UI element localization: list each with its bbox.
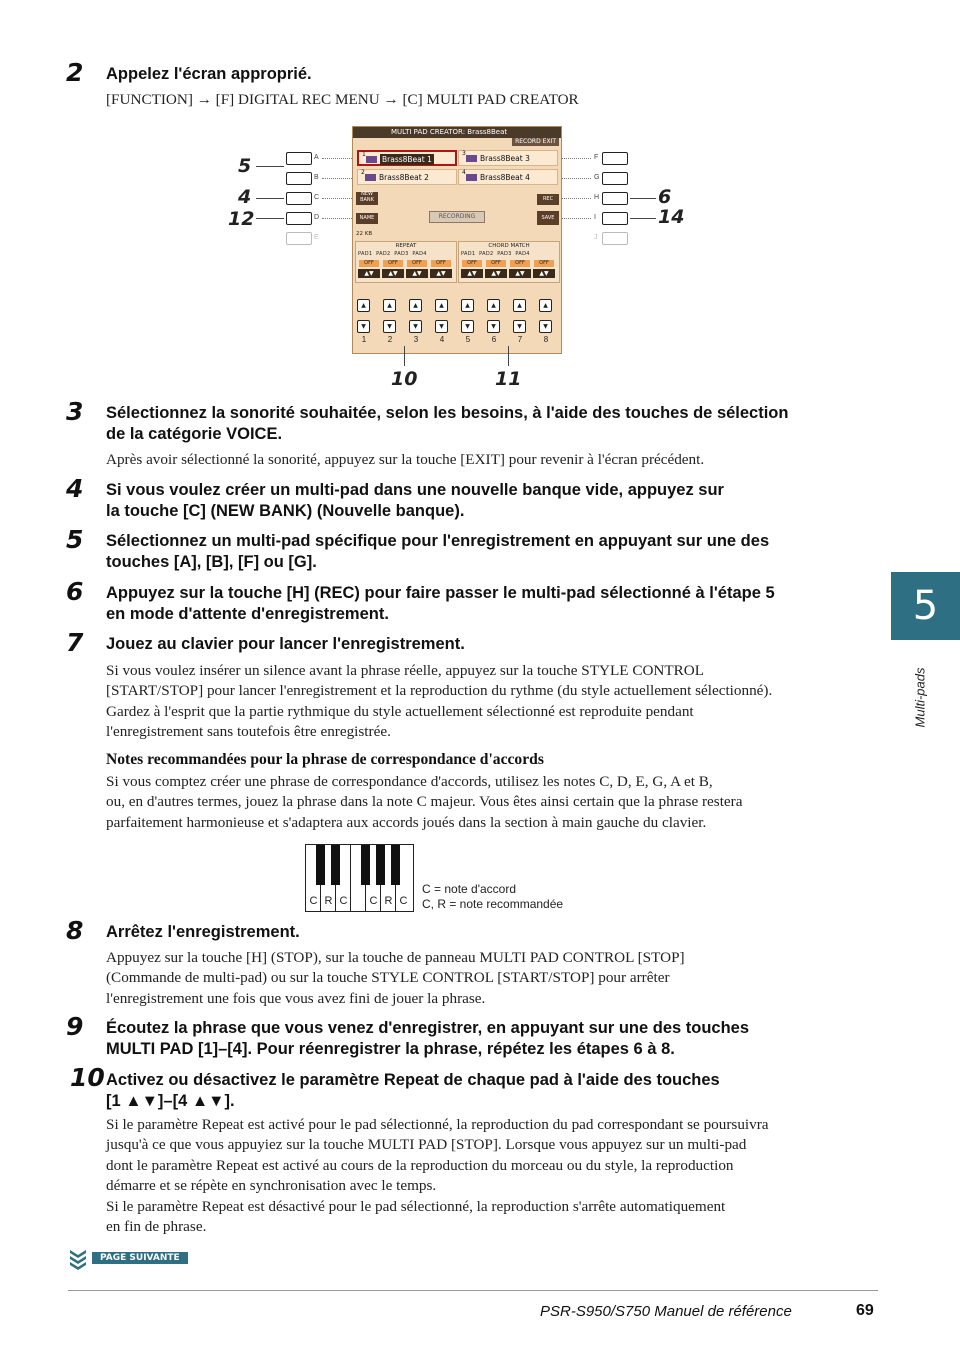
repeat-value: OFF [431,260,451,267]
step-heading [106,1018,836,1060]
heading-line: Appuyez sur la touche [H] (REC) pour faire passer le multi-pad sélectionné à l'étape 5 [106,584,775,602]
button-f[interactable] [602,152,628,165]
letter-h: H [594,194,600,201]
key-label: R [324,895,333,907]
rec-button[interactable]: REC [537,194,559,205]
button-j[interactable] [602,232,628,245]
chapter-label: Multi-pads [912,667,928,728]
heading-line: en mode d'attente d'enregistrement. [106,605,389,623]
save-button[interactable]: SAVE [537,211,559,225]
body-line: Si vous voulez insérer un silence avant la phrase réelle, appuyez sur la touche STYLE CONTROL [106,662,705,679]
up-button-6[interactable]: ▲ [487,299,500,312]
heading-line: Sélectionnez la sonorité souhaitée, selon les besoins, à l'aide des touches de sélection [106,404,789,422]
down-button-6[interactable]: ▼ [487,320,500,333]
button-number: 1 [361,335,367,344]
step-heading [106,583,836,625]
pad-icon [466,155,477,162]
step-body [106,948,826,1009]
pad-number: 4 [462,169,466,176]
callout-line [404,346,405,366]
key-label: C [369,895,378,907]
down-button-5[interactable]: ▼ [461,320,474,333]
heading-line: de la catégorie VOICE. [106,425,283,443]
up-button-7[interactable]: ▲ [513,299,526,312]
button-number: 7 [517,335,523,344]
button-a[interactable] [286,152,312,165]
keyboard-legend [422,882,563,912]
chord-match-value: OFF [534,260,554,267]
letter-b: B [314,174,319,181]
up-button-1[interactable]: ▲ [357,299,370,312]
heading-line: Jouez au clavier pour lancer l'enregistrement. [106,635,465,653]
pad-2[interactable] [357,169,457,185]
legend-line: C = note d'accord [422,882,517,896]
up-button-3[interactable]: ▲ [409,299,422,312]
body-line: parfaitement harmonieuse et s'adaptera aux accords joués dans la section à main gauche du clavier. [106,813,707,831]
step-number: 7 [66,628,84,657]
body-line: démarre et se répète en synchronisation avec le temps. [106,1177,437,1195]
step-heading [106,480,836,522]
key-label: C [399,895,408,907]
button-c[interactable] [286,192,312,205]
step-heading [106,64,836,85]
pad-icon [466,174,477,181]
body-line: jusqu'à ce que vous appuyiez sur la touche MULTI PAD [STOP]. Lorsque vous appuyez sur un multi-pad [106,1136,747,1154]
pad-labels [358,251,454,257]
button-number: 6 [491,335,497,344]
pad-3[interactable] [458,150,558,166]
body-line: Après avoir sélectionné la sonorité, appuyez sur la touche [EXIT] pour revenir à l'écran précédent. [106,451,705,468]
note-body [106,772,826,833]
body-line: [START/STOP] pour lancer l'enregistrement et la reproduction du rythme (du style actuellement sélectionné). [106,682,773,700]
arrows-button[interactable]: ▲▼ [533,269,555,278]
heading-line: Appelez l'écran approprié. [106,65,312,83]
key-label: C [339,895,348,907]
next-page-link[interactable] [70,1250,180,1275]
arrows-button[interactable]: ▲▼ [406,269,428,278]
down-button-8[interactable]: ▼ [539,320,552,333]
chapter-tab: 5 [891,572,960,640]
pad-4[interactable] [458,169,558,185]
legend-line: C, R = note recommandée [422,897,564,911]
footer-title: PSR-S950/S750 Manuel de référence [540,1303,792,1320]
step-number: 9 [66,1012,84,1041]
letter-e: E [314,234,319,241]
step-body [106,450,826,470]
heading-line: la touche [C] (NEW BANK) (Nouvelle banque). [106,502,465,520]
step-number: 2 [66,58,84,87]
down-button-2[interactable]: ▼ [383,320,396,333]
pad-label: PAD2 [479,251,494,257]
step-body [106,90,826,110]
button-g[interactable] [602,172,628,185]
letter-c: C [314,194,320,201]
pad-label: PAD1 [461,251,476,257]
heading-line: Si vous voulez créer un multi-pad dans une nouvelle banque vide, appuyez sur [106,481,724,499]
step-number: 3 [66,397,84,426]
heading-line: Sélectionnez un multi-pad spécifique pour l'enregistrement en appuyant sur une des [106,532,770,550]
chord-match-value: OFF [486,260,506,267]
chord-match-panel [458,241,560,283]
screen-title: MULTI PAD CREATOR: Brass8Beat [353,127,561,138]
callout-line [508,346,509,366]
up-button-8[interactable]: ▲ [539,299,552,312]
button-number: 2 [387,335,393,344]
black-key [361,845,370,885]
heading-line: Écoutez la phrase que vous venez d'enregistrer, en appuyant sur une des touches [106,1019,750,1037]
step-heading [106,531,836,573]
page-number: 69 [856,1302,874,1319]
repeat-value: OFF [359,260,379,267]
button-i[interactable] [602,212,628,225]
down-button-4[interactable]: ▼ [435,320,448,333]
pad-label: PAD3 [394,251,409,257]
callout-11: 11 [495,368,522,390]
letter-j: J [594,234,598,241]
black-key [331,845,340,885]
callout-5: 5 [238,155,252,177]
dotted-line [561,158,591,159]
dotted-line [561,218,591,219]
chevrons-down-icon [70,1250,86,1270]
pad-icon [365,174,376,181]
repeat-label: REPEAT [395,243,417,249]
step-number: 8 [66,916,84,945]
letter-f: F [594,154,599,161]
body-line: Gardez à l'esprit que la partie rythmique du style actuellement sélectionné est reproduite pendant [106,702,694,720]
step-heading [106,1070,836,1112]
record-label: RECORD [515,138,541,145]
callout-line [630,198,656,199]
key-label: R [384,895,393,907]
callout-line [256,198,284,199]
chord-match-value: OFF [462,260,482,267]
heading-line: [1 ▲▼]–[4 ▲▼]. [106,1092,235,1110]
free-memory: 22 KB [356,231,373,237]
pad-labels [461,251,557,257]
repeat-value: OFF [383,260,403,267]
dotted-line [322,178,352,179]
pad-name: Brass8Beat 4 [480,173,530,182]
body-line: Si vous comptez créer une phrase de correspondance d'accords, utilisez les notes C, D, E, G, A et B, [106,773,713,790]
callout-line [630,218,656,219]
button-number: 3 [413,335,419,344]
heading-line: Activez ou désactivez le paramètre Repeat de chaque pad à l'aide des touches [106,1071,720,1089]
up-button-4[interactable]: ▲ [435,299,448,312]
arrows-button[interactable]: ▲▼ [382,269,404,278]
body-line: Appuyez sur la touche [H] (STOP), sur la touche de panneau MULTI PAD CONTROL [STOP] [106,949,685,966]
pad-label: PAD3 [497,251,512,257]
body-line: ou, en d'autres termes, jouez la phrase dans la note C majeur. Vous êtes ainsi certain que la phrase restera [106,793,743,811]
pad-number: 2 [361,169,365,176]
step-number: 5 [66,525,84,554]
callout-6: 6 [658,186,672,208]
step-heading [106,634,836,655]
letter-d: D [314,214,320,221]
body-line: l'enregistrement sans toutefois être enregistrée. [106,723,391,741]
name-button[interactable]: NAME [356,213,378,224]
note-title: Notes recommandées pour la phrase de correspondance d'accords [106,751,544,768]
next-page-label: PAGE SUIVANTE [92,1252,188,1264]
footer-rule [68,1290,878,1291]
up-button-5[interactable]: ▲ [461,299,474,312]
callout-12: 12 [228,208,255,230]
black-key [376,845,385,885]
step-number: 10 [70,1063,105,1092]
pad-label: PAD4 [412,251,427,257]
arrows-button[interactable]: ▲▼ [461,269,483,278]
chord-match-value: OFF [510,260,530,267]
pad-name: Brass8Beat 1 [382,155,432,164]
body-line: en fin de phrase. [106,1218,207,1236]
pad-name: Brass8Beat 2 [379,173,429,182]
record-tab [512,138,559,146]
recording-indicator: RECORDING [429,211,485,223]
callout-14: 14 [658,206,685,228]
button-d[interactable] [286,212,312,225]
pad-icon [366,156,377,163]
callout-line [256,166,284,167]
black-key [391,845,400,885]
repeat-panel [355,241,457,283]
letter-i: I [594,214,596,221]
step-heading [106,403,836,445]
pad-label: PAD2 [376,251,391,257]
body-line: Si le paramètre Repeat est activé pour le pad sélectionné, la reproduction du pad correspondant se poursuivra [106,1116,769,1133]
button-number: 4 [439,335,445,344]
pad-number: 1 [362,151,366,158]
callout-line [256,218,284,219]
step-heading [106,922,836,943]
arrows-button[interactable]: ▲▼ [430,269,452,278]
keyboard-diagram [305,844,414,912]
black-key [316,845,325,885]
new-bank-button[interactable]: NEW BANK [356,192,378,205]
letter-g: G [594,174,600,181]
letter-a: A [314,154,319,161]
pad-1[interactable] [357,150,457,166]
pad-label: PAD4 [515,251,530,257]
arrows-button[interactable]: ▲▼ [509,269,531,278]
dotted-line [322,218,352,219]
step-body [106,661,826,743]
dotted-line [561,198,591,199]
body-line: (Commande de multi-pad) ou sur la touche STYLE CONTROL [START/STOP] pour arrêter [106,969,670,987]
button-e[interactable] [286,232,312,245]
down-button-1[interactable]: ▼ [357,320,370,333]
up-button-2[interactable]: ▲ [383,299,396,312]
down-button-7[interactable]: ▼ [513,320,526,333]
pad-label: PAD1 [358,251,373,257]
step-number: 4 [66,474,84,503]
body-line: l'enregistrement une fois que vous avez fini de jouer la phrase. [106,989,486,1007]
down-button-3[interactable]: ▼ [409,320,422,333]
repeat-value: OFF [407,260,427,267]
body-line: dont le paramètre Repeat est activé au cours de la reproduction du morceau ou du style, la reproduction [106,1156,734,1174]
heading-line: MULTI PAD [1]–[4]. Pour réenregistrer la phrase, répétez les étapes 6 à 8. [106,1040,675,1058]
button-b[interactable] [286,172,312,185]
key-label: C [309,895,318,907]
pad-number: 3 [462,150,466,157]
body-line: [FUNCTION] → [F] DIGITAL REC MENU → [C] MULTI PAD CREATOR [106,91,579,108]
button-number: 8 [543,335,549,344]
exit-label: EXIT [542,138,556,145]
dotted-line [322,198,352,199]
pad-name: Brass8Beat 3 [480,154,530,163]
step-number: 6 [66,577,84,606]
dotted-line [322,158,352,159]
chord-match-label: CHORD MATCH [488,243,530,249]
button-number: 5 [465,335,471,344]
button-h[interactable] [602,192,628,205]
step-body [106,1115,826,1237]
dotted-line [561,178,591,179]
heading-line: Arrêtez l'enregistrement. [106,923,300,941]
arrows-button[interactable]: ▲▼ [485,269,507,278]
arrows-button[interactable]: ▲▼ [358,269,380,278]
heading-line: touches [A], [B], [F] ou [G]. [106,553,317,571]
callout-4: 4 [238,186,252,208]
callout-10: 10 [391,368,418,390]
body-line: Si le paramètre Repeat est désactivé pour le pad sélectionné, la reproduction s'arrête automatiquement [106,1197,726,1215]
